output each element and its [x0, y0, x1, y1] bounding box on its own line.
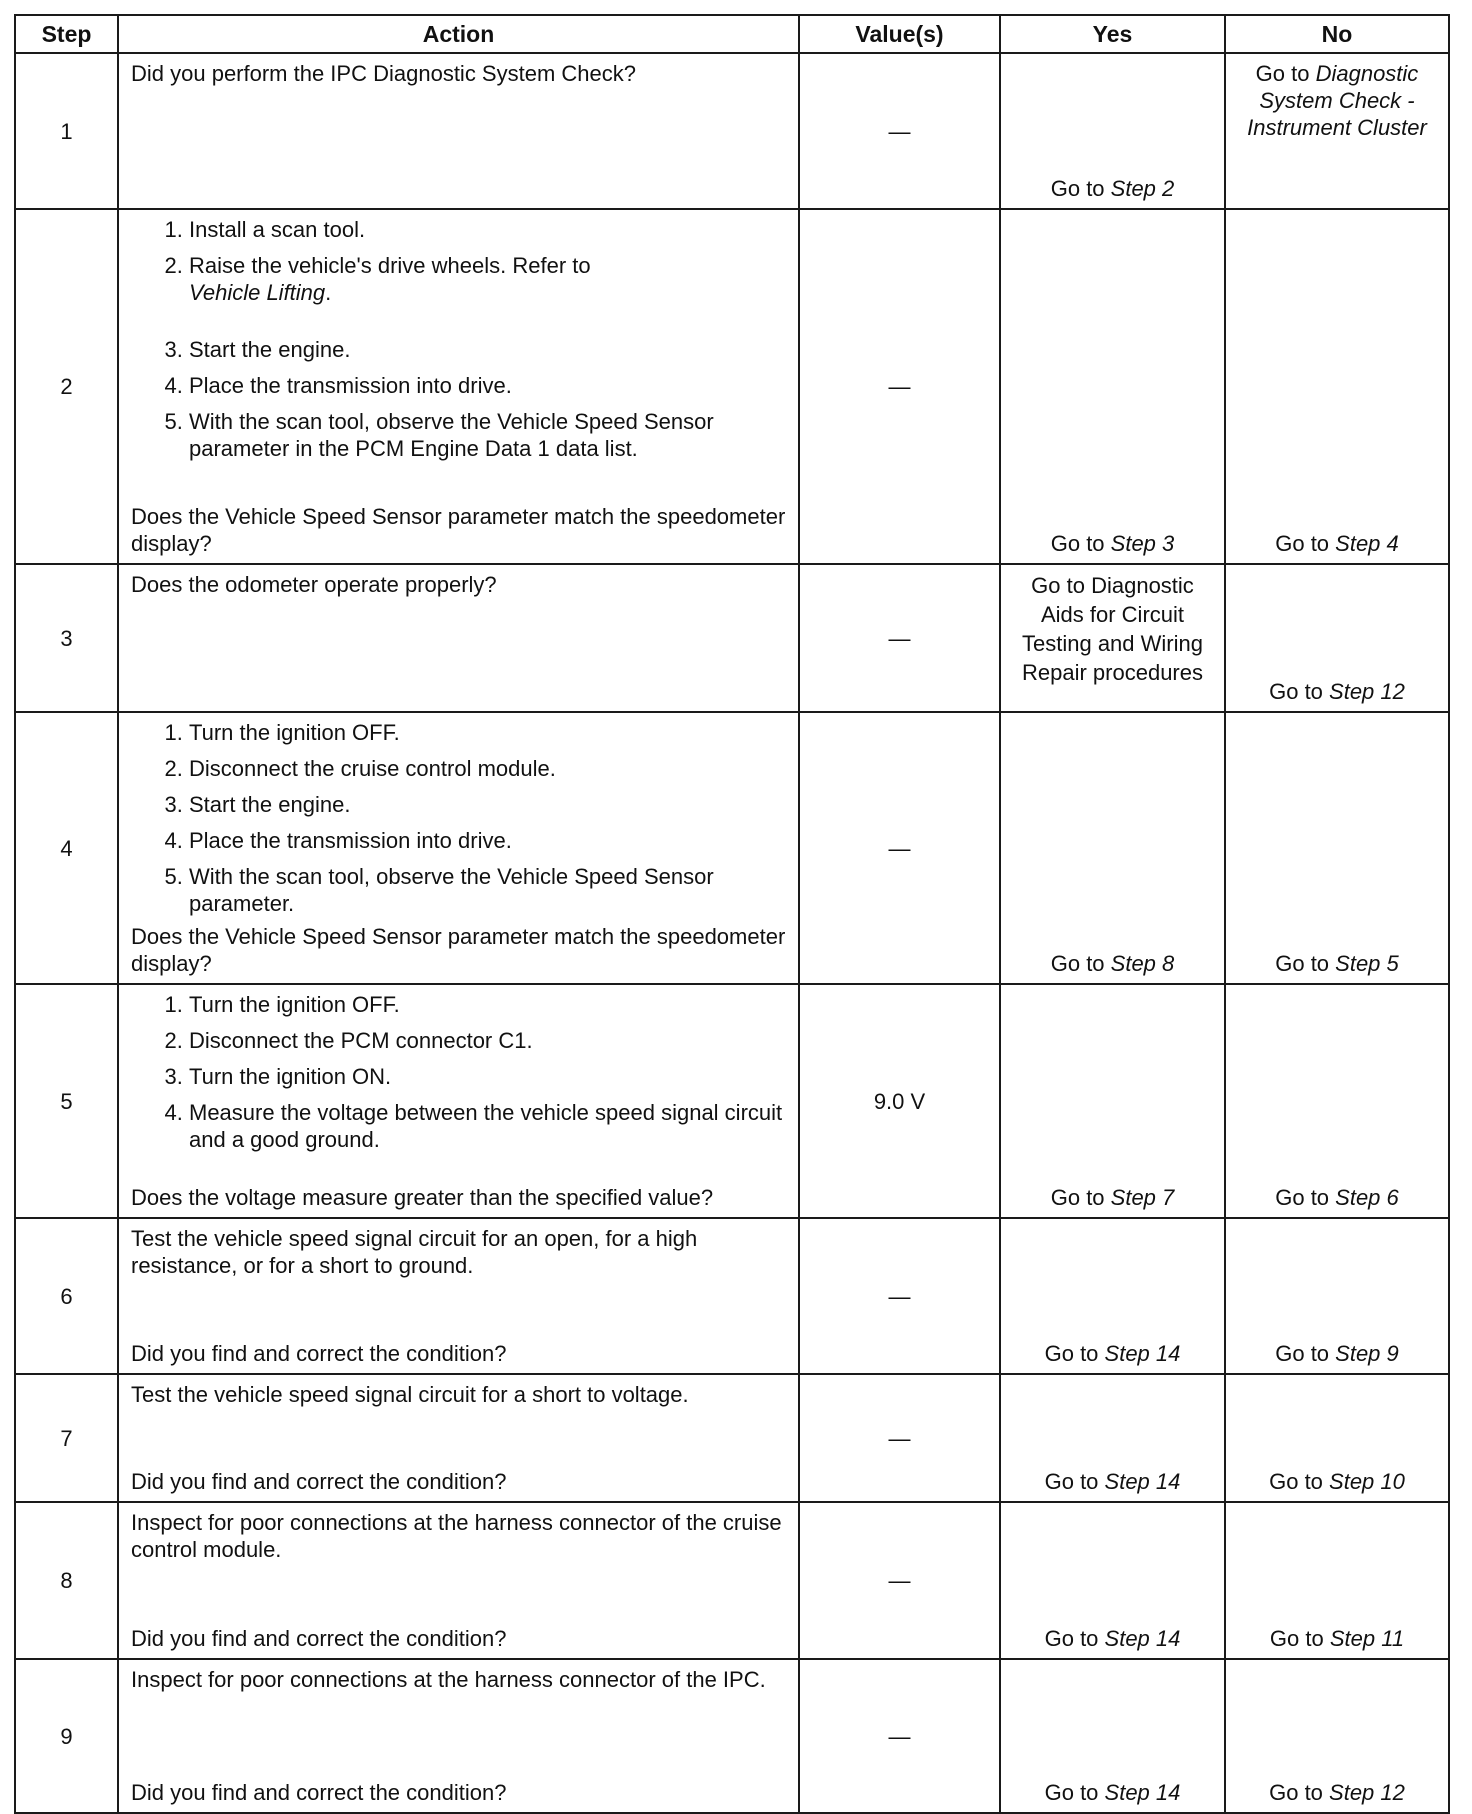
step-number: 7 — [15, 1374, 118, 1502]
action-question: Did you find and correct the condition? — [131, 1469, 507, 1494]
value-cell: 9.0 V — [799, 984, 1000, 1218]
step-number: 1 — [15, 53, 118, 209]
action-cell — [118, 984, 799, 1218]
action-cell — [118, 209, 799, 564]
action-step: 3. Start the engine. — [189, 791, 788, 818]
yes-result[interactable]: Go to Step 2 — [1050, 176, 1175, 201]
yes-result[interactable]: Go to Step 14 — [1044, 1469, 1181, 1494]
yes-result[interactable]: Go to Step 3 — [1050, 531, 1175, 556]
step-number: 8 — [15, 1502, 118, 1659]
no-result[interactable]: Go to Step 12 — [1269, 1780, 1405, 1805]
value-cell: — — [799, 1218, 1000, 1374]
vehicle-lifting-link[interactable]: Vehicle Lifting — [189, 280, 326, 305]
no-result[interactable]: Go to Step 5 — [1275, 951, 1399, 976]
action-question: Does the voltage measure greater than the specified value? — [131, 1185, 714, 1210]
yes-cell — [1000, 1218, 1225, 1374]
action-step: 5. With the scan tool, observe the Vehicle Speed Sensor parameter. — [189, 863, 788, 917]
yes-result[interactable]: Go to Step 8 — [1050, 951, 1175, 976]
action-step: 2. Disconnect the cruise control module. — [189, 755, 788, 782]
no-cell — [1225, 209, 1449, 564]
no-cell — [1225, 984, 1449, 1218]
action-cell — [118, 564, 799, 712]
no-result[interactable]: Go to Step 4 — [1275, 531, 1399, 556]
action-steps — [131, 991, 788, 1153]
action-step: 1. Turn the ignition OFF. — [189, 719, 788, 746]
action-step: 1. Turn the ignition OFF. — [189, 991, 788, 1018]
no-result[interactable]: Go to Step 9 — [1275, 1341, 1399, 1366]
action-step: 3. Turn the ignition ON. — [189, 1063, 788, 1090]
value-cell: — — [799, 209, 1000, 564]
table-row — [15, 209, 1449, 564]
header-step: Step — [15, 15, 118, 53]
no-cell — [1225, 1374, 1449, 1502]
no-cell — [1225, 1659, 1449, 1813]
action-question: Did you find and correct the condition? — [131, 1780, 507, 1805]
no-result[interactable]: Go to Step 6 — [1275, 1185, 1399, 1210]
header-no: No — [1225, 15, 1449, 53]
table-row — [15, 1502, 1449, 1659]
yes-cell — [1000, 1502, 1225, 1659]
yes-cell — [1000, 1659, 1225, 1813]
header-yes: Yes — [1000, 15, 1225, 53]
step-number: 2 — [15, 209, 118, 564]
yes-result[interactable]: Go to Step 14 — [1044, 1341, 1181, 1366]
no-cell — [1225, 53, 1449, 209]
action-cell — [118, 712, 799, 984]
table-row — [15, 712, 1449, 984]
action-text: Test the vehicle speed signal circuit for an open, for a high resistance, or for a short to ground. — [131, 1226, 698, 1278]
action-text: Did you perform the IPC Diagnostic System Check? — [131, 61, 636, 86]
action-step: 3. Start the engine. — [189, 336, 788, 363]
table-row — [15, 1218, 1449, 1374]
no-cell — [1225, 564, 1449, 712]
action-cell — [118, 1502, 799, 1659]
action-text: Inspect for poor connections at the harness connector of the cruise control module. — [131, 1510, 782, 1562]
no-result[interactable]: Go to Step 10 — [1269, 1469, 1405, 1494]
action-step: 5. With the scan tool, observe the Vehicle Speed Sensor parameter in the PCM Engine Data 1 data list. — [189, 408, 788, 462]
table-row — [15, 1659, 1449, 1813]
yes-cell — [1000, 53, 1225, 209]
action-step: 1. Install a scan tool. — [189, 216, 788, 243]
no-result[interactable]: Go to Step 11 — [1269, 1626, 1405, 1651]
no-result[interactable]: Go to Diagnostic System Check - Instrument Cluster — [1247, 61, 1427, 140]
step-number: 4 — [15, 712, 118, 984]
action-steps — [131, 216, 788, 462]
table-row — [15, 53, 1449, 209]
no-cell — [1225, 1502, 1449, 1659]
yes-cell — [1000, 1374, 1225, 1502]
yes-result[interactable]: Go to Step 14 — [1044, 1626, 1181, 1651]
action-step: 4. Measure the voltage between the vehicle speed signal circuit and a good ground. — [189, 1099, 788, 1153]
action-cell — [118, 53, 799, 209]
action-step: 2. Raise the vehicle's drive wheels. Refer to Vehicle Lifting. — [189, 252, 788, 306]
action-step: 4. Place the transmission into drive. — [189, 372, 788, 399]
value-cell: — — [799, 53, 1000, 209]
action-cell — [118, 1218, 799, 1374]
yes-result[interactable]: Go to Diagnostic Aids for Circuit Testing and Wiring Repair procedures — [1022, 573, 1203, 685]
header-values: Value(s) — [799, 15, 1000, 53]
action-question: Does the Vehicle Speed Sensor parameter match the speedometer display? — [131, 924, 786, 976]
table-row — [15, 564, 1449, 712]
action-cell — [118, 1659, 799, 1813]
value-cell: — — [799, 1502, 1000, 1659]
table-row — [15, 1374, 1449, 1502]
yes-result[interactable]: Go to Step 7 — [1050, 1185, 1175, 1210]
step-number: 9 — [15, 1659, 118, 1813]
yes-cell — [1000, 209, 1225, 564]
action-steps — [131, 719, 788, 917]
yes-result[interactable]: Go to Step 14 — [1044, 1780, 1181, 1805]
action-step: 4. Place the transmission into drive. — [189, 827, 788, 854]
step-number: 6 — [15, 1218, 118, 1374]
yes-cell — [1000, 984, 1225, 1218]
action-question: Did you find and correct the condition? — [131, 1626, 507, 1651]
value-cell: — — [799, 712, 1000, 984]
value-cell: — — [799, 564, 1000, 712]
no-result[interactable]: Go to Step 12 — [1269, 679, 1405, 704]
yes-cell — [1000, 564, 1225, 712]
action-text: Does the odometer operate properly? — [131, 572, 497, 597]
no-cell — [1225, 712, 1449, 984]
header-row — [15, 15, 1449, 53]
step-number: 3 — [15, 564, 118, 712]
no-cell — [1225, 1218, 1449, 1374]
step-number: 5 — [15, 984, 118, 1218]
table-row — [15, 984, 1449, 1218]
header-action: Action — [118, 15, 799, 53]
action-cell — [118, 1374, 799, 1502]
value-cell: — — [799, 1659, 1000, 1813]
action-step: 2. Disconnect the PCM connector C1. — [189, 1027, 788, 1054]
action-text: Inspect for poor connections at the harness connector of the IPC. — [131, 1667, 766, 1692]
diagnostic-table-page — [14, 14, 1450, 1814]
value-cell: — — [799, 1374, 1000, 1502]
diagnostic-table — [14, 14, 1450, 1814]
action-text: Test the vehicle speed signal circuit for a short to voltage. — [131, 1382, 689, 1407]
action-question: Did you find and correct the condition? — [131, 1341, 507, 1366]
yes-cell — [1000, 712, 1225, 984]
action-question: Does the Vehicle Speed Sensor parameter match the speedometer display? — [131, 504, 786, 556]
